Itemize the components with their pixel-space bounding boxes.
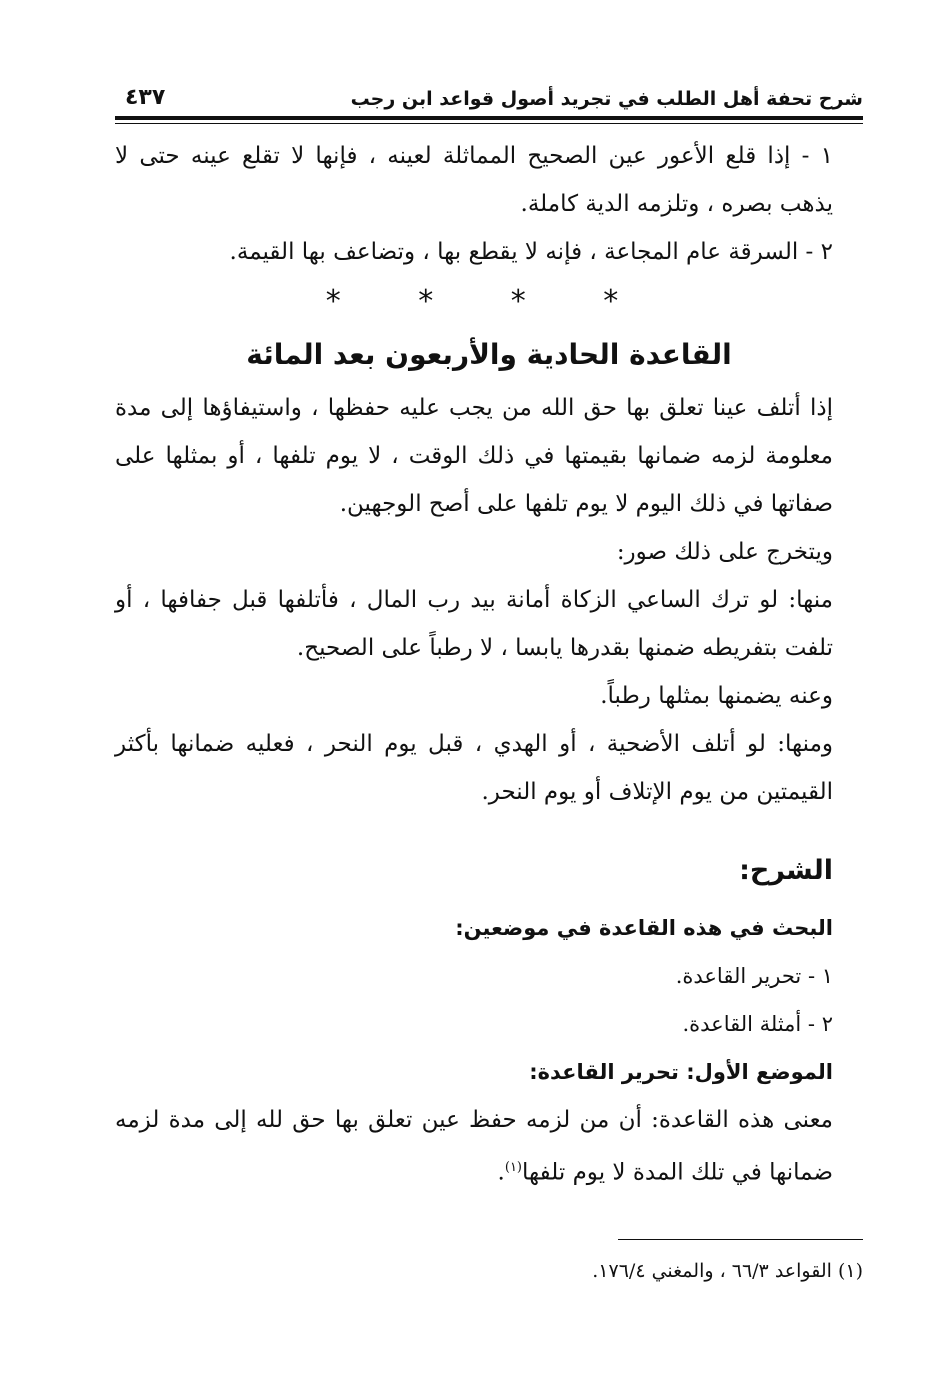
rule-paragraph-1: إذا أتلف عينا تعلق بها حق الله من يجب عليه حفظها ، واستيفاؤها إلى مدة معلومة لزمه ضمانها بقيمتها في ذلك الوقت ، لا يوم تلفها ، أو بمثلها على صفاتها في ذلك اليوم لا يوم تلفها على أصح الوجهين.: [115, 395, 833, 517]
rule-paragraph-4: وعنه يضمنها بمثلها رطباً.: [600, 683, 833, 709]
running-title: شرح تحفة أهل الطلب في تجريد أصول قواعد ابن رجب: [350, 88, 863, 110]
rule-title: القاعدة الحادية والأربعون بعد المائة: [246, 338, 732, 371]
list-item-two: ٢ - السرقة عام المجاعة ، فإنه لا يقطع بها ، وتضاعف بها القيمة.: [229, 239, 833, 265]
header-rule-thin: [115, 123, 863, 124]
footnote-marker: (١): [504, 1160, 522, 1175]
rule-paragraph-3: منها: لو ترك الساعي الزكاة أمانة بيد رب المال ، فأتلفها قبل جفافها ، أو تلفت بتفريطه ضمنها بقدرها يابسا ، لا رطباً على الصحيح.: [115, 587, 833, 661]
sharh-heading: الشرح:: [739, 855, 833, 886]
sharh-point-1: ١ - تحرير القاعدة.: [675, 964, 833, 988]
list-item-one: ١ - إذا قلع الأعور عين الصحيح المماثلة لعينه ، فإنها لا تقلع عينه حتى لا يذهب بصره ، وتلزمه الدية كاملة.: [115, 143, 833, 217]
rule-paragraph-5: ومنها: لو أتلف الأضحية ، أو الهدي ، قبل يوم النحر ، فعليه ضمانها بأكثر القيمتين من يوم الإتلاف أو يوم النحر.: [115, 731, 833, 805]
sharh-body-end: .: [497, 1159, 505, 1186]
page-number: ٤٣٧: [125, 85, 166, 110]
sharh-point-2: ٢ - أمثلة القاعدة.: [682, 1012, 833, 1036]
header-rule-thick: [115, 116, 863, 120]
footnote-rule: [618, 1239, 863, 1240]
footnote: (١) القواعد ٦٦/٣ ، والمغني ١٧٦/٤.: [592, 1259, 863, 1282]
sharh-subheading: الموضع الأول: تحرير القاعدة:: [529, 1060, 833, 1084]
sharh-body: [115, 1096, 863, 1197]
sharh-body-text: معنى هذه القاعدة: أن من لزمه حفظ عين تعلق بها حق لله إلى مدة لزمه ضمانها في تلك المدة لا يوم تلفها: [115, 1107, 833, 1186]
page-header: [115, 70, 863, 110]
rule-paragraph-2: ويتخرج على ذلك صور:: [616, 539, 833, 565]
book-page: [115, 70, 863, 1307]
sharh-intro: البحث في هذه القاعدة في موضعين:: [455, 916, 833, 940]
section-separator: * * * *: [325, 284, 653, 319]
